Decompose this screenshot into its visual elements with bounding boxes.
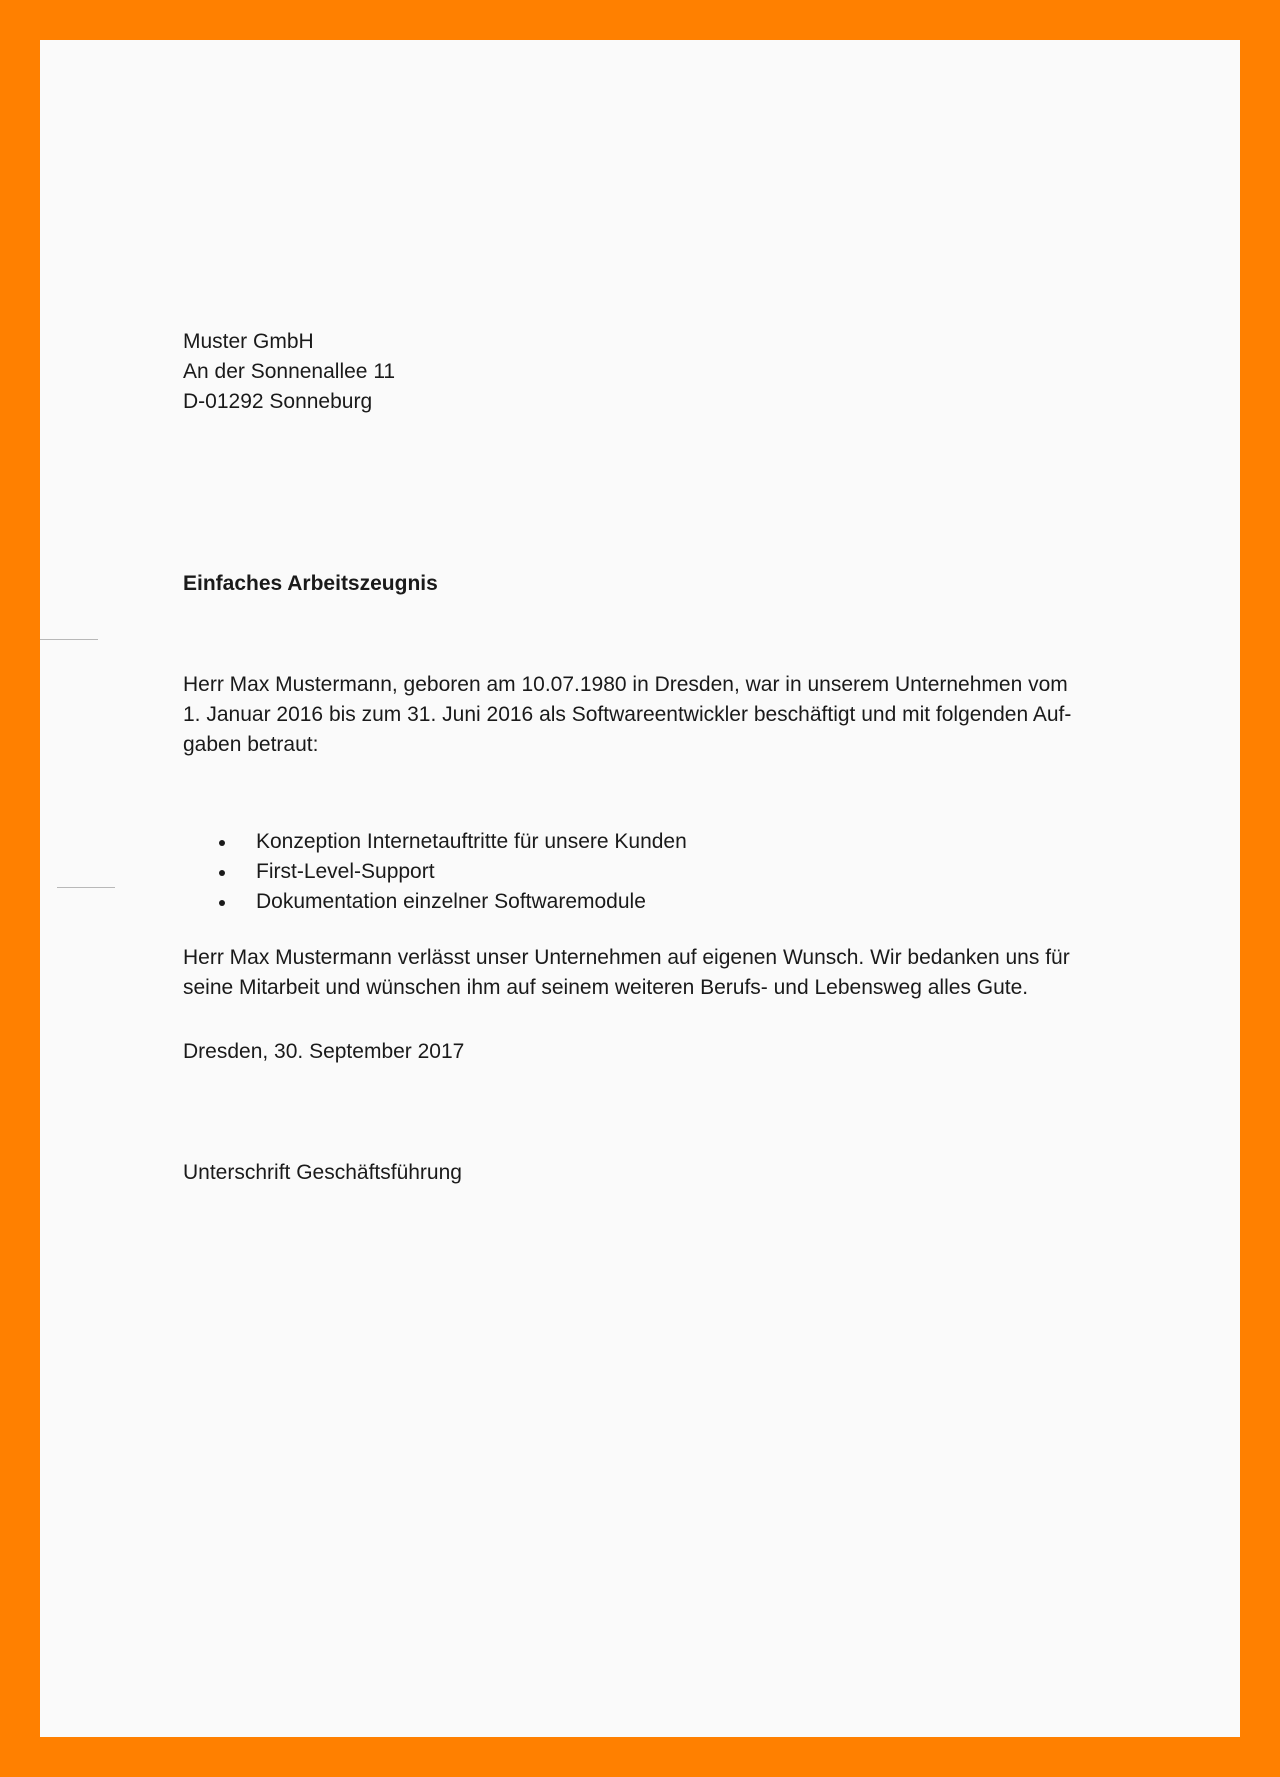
bullet-icon [219,870,225,876]
task-text: Dokumentation einzelner Softwaremodule [256,890,646,913]
task-text: First-Level-Support [256,860,435,883]
place-date: Dresden, 30. September 2017 [183,1040,465,1063]
sender-street: An der Sonnenallee 11 [183,360,396,383]
sender-city: D-01292 Sonneburg [183,390,373,413]
task-list [183,827,687,917]
closing-paragraph [183,943,1070,1003]
signature-line: Unterschrift Geschäftsführung [183,1161,462,1184]
document-page [40,40,1240,1737]
task-text: Konzeption Internetauftritte für unsere Kunden [256,830,687,853]
intro-line: Herr Max Mustermann, geboren am 10.07.1980 in Dresden, war in unserem Unternehmen vom [183,673,1068,696]
bullet-icon [219,840,225,846]
list-item [183,827,687,857]
intro-line: gaben betraut: [183,733,319,756]
punch-mark [57,887,115,888]
fold-mark [40,639,98,640]
closing-line: Herr Max Mustermann verlässt unser Unternehmen auf eigenen Wunsch. Wir bedanken uns für [183,946,1070,969]
list-item [183,857,687,887]
document-title: Einfaches Arbeitszeugnis [183,572,438,595]
list-item [183,887,687,917]
sender-company: Muster GmbH [183,330,314,353]
intro-paragraph [183,670,1071,760]
bullet-icon [219,900,225,906]
sender-address [183,327,395,417]
intro-line: 1. Januar 2016 bis zum 31. Juni 2016 als Softwareentwickler beschäftigt und mit folgenden Auf- [183,703,1072,726]
closing-line: seine Mitarbeit und wünschen ihm auf seinem weiteren Berufs- und Lebensweg alles Gute. [183,976,1029,999]
